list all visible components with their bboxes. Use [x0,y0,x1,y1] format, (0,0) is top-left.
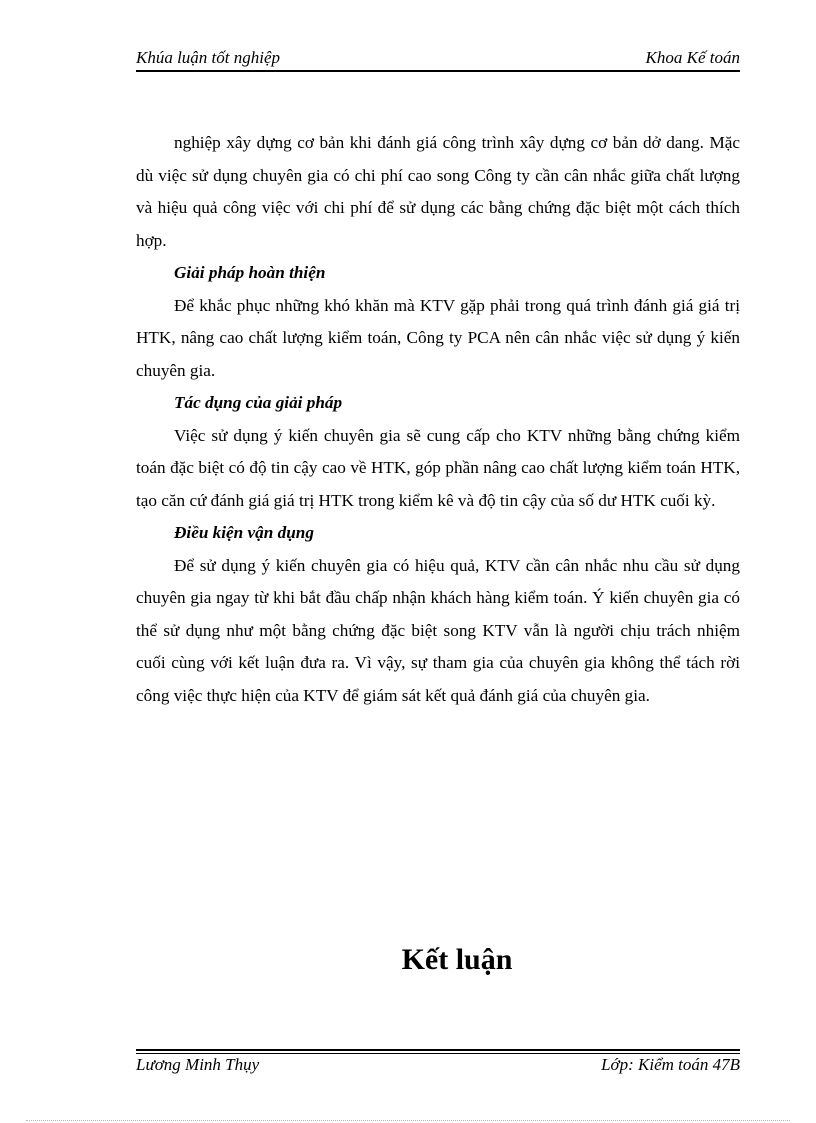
subheading-conditions: Điều kiện vận dụng [174,523,314,542]
paragraph-solution: Để khắc phục những khó khăn mà KTV gặp phải trong quá trình đánh giá giá trị HTK, nâng cao chất lượng kiểm toán, Công ty PCA nên cân nhắc việc sử dụng ý kiến chuyên gia. [136,295,740,380]
subheading-effect: Tác dụng của giải pháp [174,393,343,412]
body-text [136,127,740,712]
page-footer [136,1055,740,1077]
paragraph-effect: Việc sử dụng ý kiến chuyên gia sẽ cung cấp cho KTV những bằng chứng kiểm toán đặc biệt có độ tin cậy cao về HTK, góp phần nâng cao chất lượng kiểm toán HTK, tạo căn cứ đánh giá giá trị HTK trong kiểm kê và độ tin cậy của số dư HTK cuối kỳ. [136,425,740,510]
footer-class: Lớp: Kiểm toán 47B [601,1055,740,1074]
chapter-heading: Kết luận [401,943,513,976]
header-divider [136,70,740,72]
header-faculty-label: Khoa Kế toán [645,48,740,67]
footer-author: Lương Minh Thụy [136,1055,260,1074]
subheading-solution: Giải pháp hoàn thiện [174,263,326,282]
header-thesis-label: Khúa luận tốt nghiệp [136,48,281,67]
paragraph-intro: nghiệp xây dựng cơ bản khi đánh giá công trình xây dựng cơ bản dở dang. Mặc dù việc sử dụng chuyên gia có chi phí cao song Công ty cần cân nhắc giữa chất lượng và hiệu quả công việc với chi phí để sử dụng các bằng chứng đặc biệt một cách thích hợp. [136,133,740,250]
page-edge-divider [26,1120,790,1121]
footer-divider-thin [136,1053,740,1054]
page-header [136,48,740,70]
footer-divider-thick [136,1049,740,1051]
paragraph-conditions: Để sử dụng ý kiến chuyên gia có hiệu quả, KTV cần cân nhắc nhu cầu sử dụng chuyên gia ngay từ khi bắt đầu chấp nhận khách hàng kiểm toán. Ý kiến chuyên gia có thể sử dụng như một bằng chứng đặc biệt song KTV vẫn là người chịu trách nhiệm cuối cùng với kết luận đưa ra. Vì vậy, sự tham gia của chuyên gia không thể tách rời công việc thực hiện của KTV để giám sát kết quả đánh giá của chuyên gia. [136,555,740,705]
